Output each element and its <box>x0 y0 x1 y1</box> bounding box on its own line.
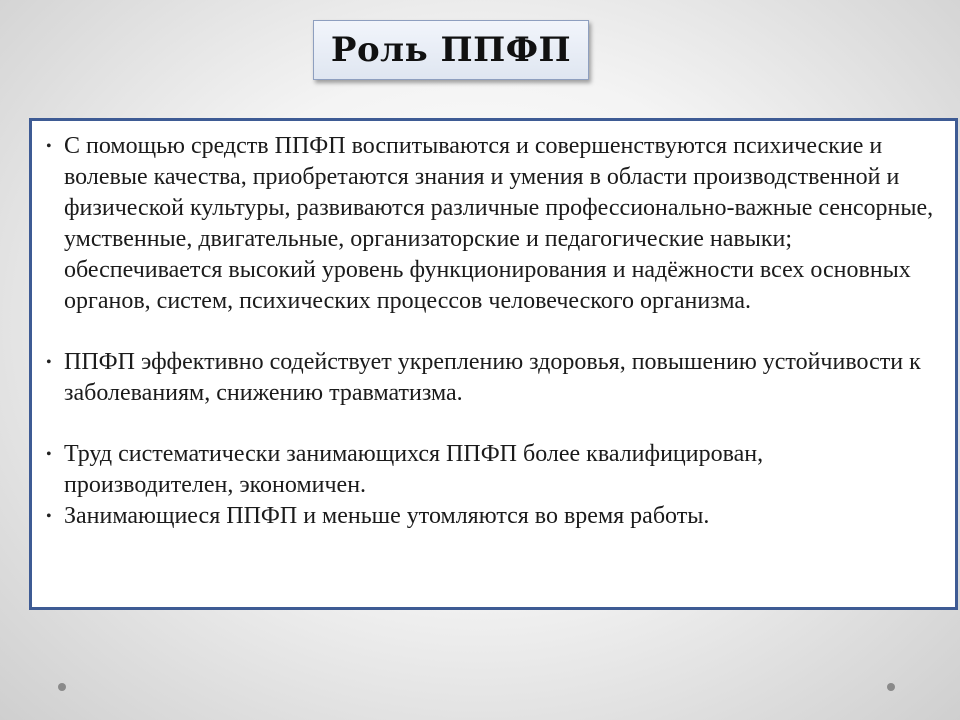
bullet-dot-icon: • <box>46 508 52 525</box>
slide-title: Роль ППФП <box>330 30 572 70</box>
bullet-item <box>44 347 935 409</box>
content-box <box>29 118 958 610</box>
bullet-list <box>44 131 935 532</box>
bullet-text: ППФП эффективно содействует укреплению здоровья, повышению устойчивости к заболеваниям, снижению травматизма. <box>64 349 921 406</box>
bullet-item <box>44 501 935 532</box>
decorative-dot-right <box>887 683 895 691</box>
bullet-text: Занимающиеся ППФП и меньше утомляются во время работы. <box>64 503 710 529</box>
bullet-dot-icon: • <box>46 138 52 155</box>
bullet-item <box>44 131 935 317</box>
bullet-text: Труд систематически занимающихся ППФП более квалифицирован, производителен, экономичен. <box>64 441 764 498</box>
bullet-dot-icon: • <box>46 446 52 463</box>
bullet-item <box>44 439 935 501</box>
slide-title-box <box>313 20 589 80</box>
bullet-dot-icon: • <box>46 354 52 371</box>
decorative-dot-left <box>58 683 66 691</box>
bullet-text: С помощью средств ППФП воспитываются и совершенствуются психические и волевые качества, приобретаются знания и умения в области производственной и физической культуры, развиваются различные профессионально-важные сенсорные, умственные, двигательные, организаторские и педагогические навыки; обеспечивается высокий уровень функционирования и надёжности всех основных органов, систем, психических процессов человеческого организма. <box>64 133 934 314</box>
